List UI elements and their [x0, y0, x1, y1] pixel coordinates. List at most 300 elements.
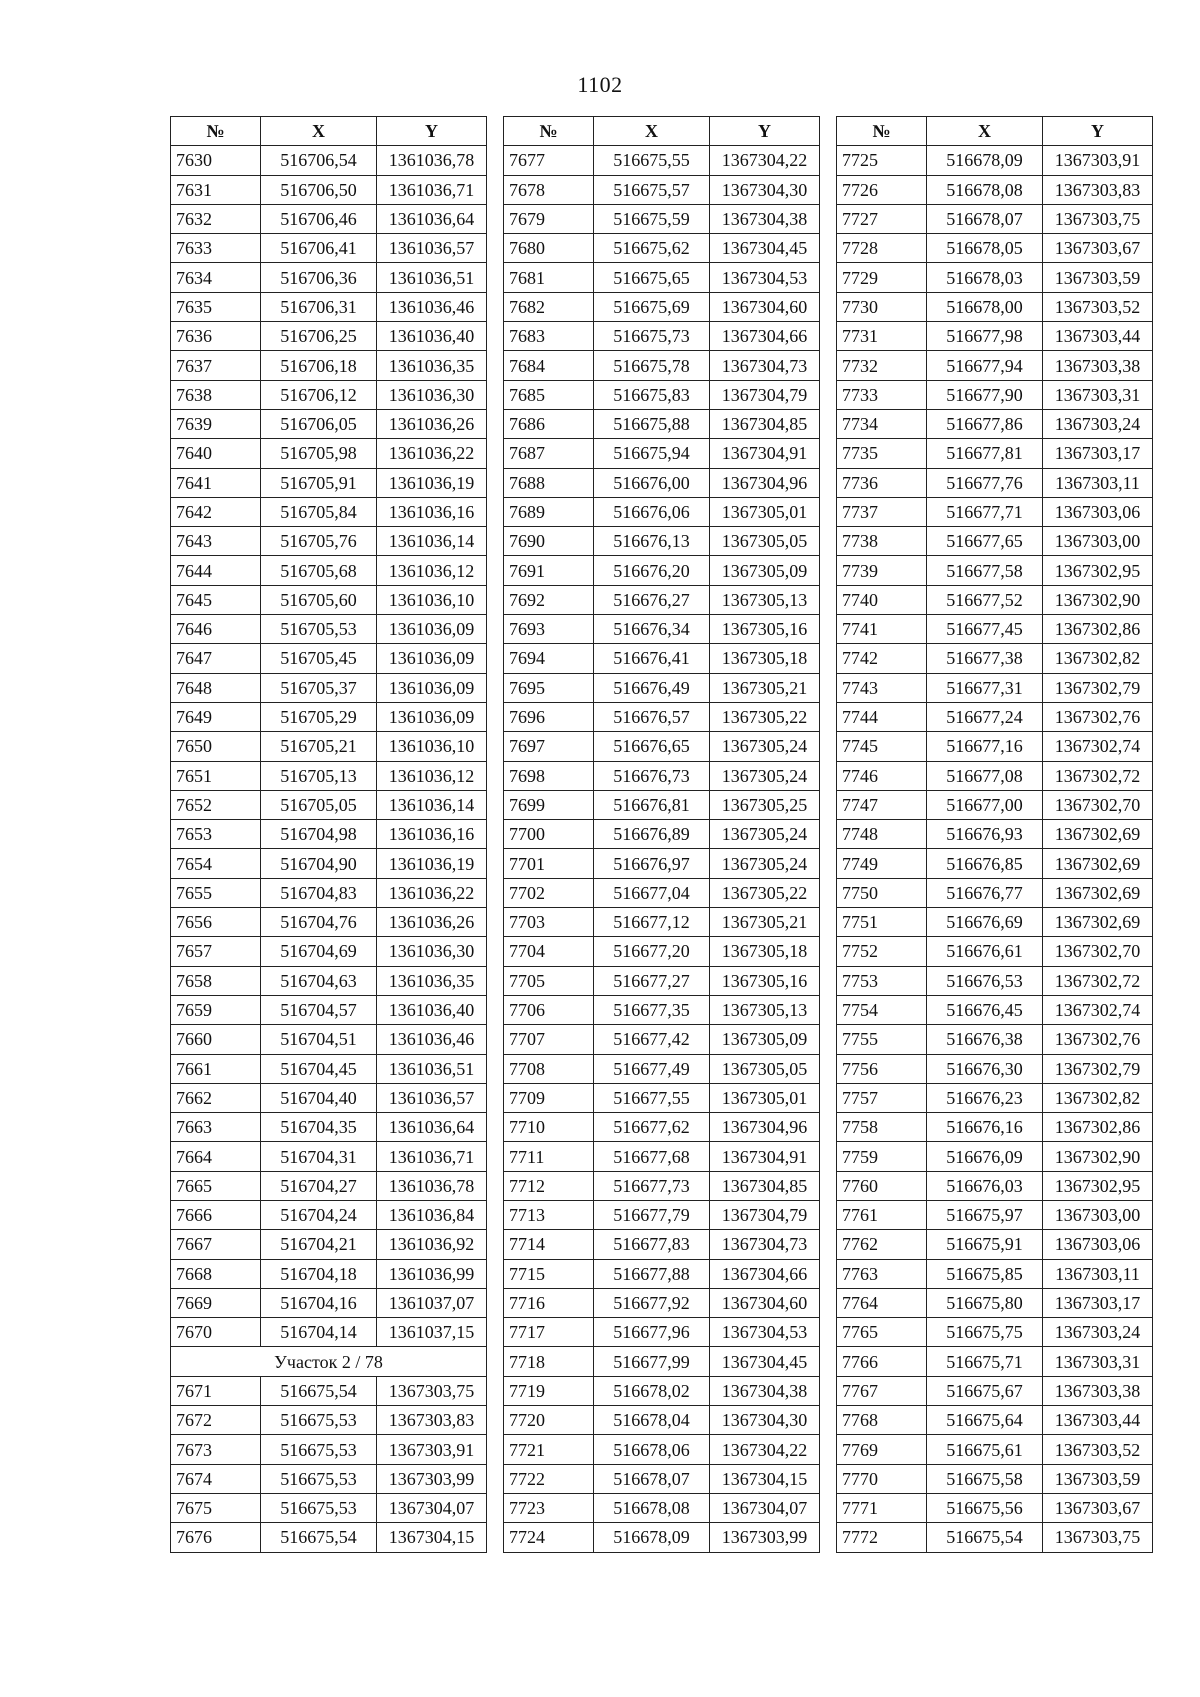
table-row	[171, 1464, 487, 1493]
table-row	[837, 322, 1153, 351]
x-coordinate-cell: 516678,02	[594, 1376, 710, 1405]
table-row	[171, 1259, 487, 1288]
y-coordinate-cell: 1367304,73	[710, 351, 820, 380]
y-coordinate-cell: 1361036,16	[377, 497, 487, 526]
y-coordinate-cell: 1361036,14	[377, 527, 487, 556]
table-row	[837, 175, 1153, 204]
table-row	[837, 820, 1153, 849]
point-number-cell: 7742	[837, 644, 927, 673]
y-coordinate-cell: 1367304,30	[710, 1406, 820, 1435]
point-number-cell: 7771	[837, 1493, 927, 1522]
point-number-cell: 7652	[171, 790, 261, 819]
table-row	[837, 761, 1153, 790]
y-coordinate-cell: 1367302,82	[1043, 644, 1153, 673]
y-coordinate-cell: 1367303,38	[1043, 351, 1153, 380]
y-coordinate-cell: 1367305,24	[710, 761, 820, 790]
x-coordinate-cell: 516704,51	[261, 1025, 377, 1054]
point-number-cell: 7677	[504, 146, 594, 175]
y-coordinate-cell: 1367303,99	[710, 1523, 820, 1552]
point-number-cell: 7736	[837, 468, 927, 497]
y-coordinate-cell: 1367303,00	[1043, 527, 1153, 556]
point-number-cell: 7746	[837, 761, 927, 790]
x-coordinate-cell: 516704,18	[261, 1259, 377, 1288]
table-header-row	[837, 117, 1153, 146]
point-number-cell: 7676	[171, 1523, 261, 1552]
table-row	[504, 644, 820, 673]
table-row	[837, 1493, 1153, 1522]
table-row	[504, 1230, 820, 1259]
x-coordinate-cell: 516676,41	[594, 644, 710, 673]
table-row	[504, 966, 820, 995]
table-row	[837, 409, 1153, 438]
table-row	[837, 1288, 1153, 1317]
point-number-cell: 7655	[171, 878, 261, 907]
x-coordinate-cell: 516675,64	[927, 1406, 1043, 1435]
y-coordinate-cell: 1361036,14	[377, 790, 487, 819]
x-coordinate-cell: 516706,12	[261, 380, 377, 409]
table-row	[171, 761, 487, 790]
table-row	[171, 1406, 487, 1435]
y-coordinate-cell: 1367303,67	[1043, 1493, 1153, 1522]
x-coordinate-cell: 516677,62	[594, 1113, 710, 1142]
table-row	[837, 1523, 1153, 1552]
point-number-cell: 7640	[171, 439, 261, 468]
table-row	[171, 204, 487, 233]
x-coordinate-cell: 516704,35	[261, 1113, 377, 1142]
y-coordinate-cell: 1361036,71	[377, 175, 487, 204]
x-coordinate-cell: 516677,98	[927, 322, 1043, 351]
y-coordinate-cell: 1367304,96	[710, 468, 820, 497]
x-coordinate-cell: 516677,65	[927, 527, 1043, 556]
point-number-cell: 7633	[171, 234, 261, 263]
x-coordinate-cell: 516675,67	[927, 1376, 1043, 1405]
y-coordinate-cell: 1367303,38	[1043, 1376, 1153, 1405]
table-row	[837, 1435, 1153, 1464]
table-row	[504, 351, 820, 380]
point-number-cell: 7756	[837, 1054, 927, 1083]
y-coordinate-cell: 1367304,91	[710, 439, 820, 468]
table-row	[171, 1230, 487, 1259]
table-row	[171, 702, 487, 731]
table-row	[171, 1171, 487, 1200]
x-coordinate-cell: 516675,88	[594, 409, 710, 438]
table-row	[171, 380, 487, 409]
y-coordinate-cell: 1367303,11	[1043, 1259, 1153, 1288]
y-coordinate-cell: 1361036,40	[377, 995, 487, 1024]
y-coordinate-cell: 1361036,10	[377, 732, 487, 761]
table-row	[837, 644, 1153, 673]
y-coordinate-cell: 1361036,09	[377, 615, 487, 644]
x-coordinate-cell: 516676,53	[927, 966, 1043, 995]
x-coordinate-cell: 516677,08	[927, 761, 1043, 790]
y-coordinate-cell: 1367303,75	[1043, 1523, 1153, 1552]
y-coordinate-cell: 1367302,74	[1043, 732, 1153, 761]
x-coordinate-cell: 516704,21	[261, 1230, 377, 1259]
section-row	[171, 1347, 487, 1376]
column-header-y: Y	[710, 117, 820, 146]
table-row	[504, 1259, 820, 1288]
table-row	[837, 292, 1153, 321]
table-row	[171, 615, 487, 644]
y-coordinate-cell: 1367305,16	[710, 966, 820, 995]
table-row	[171, 1493, 487, 1522]
table-row	[837, 527, 1153, 556]
x-coordinate-cell: 516676,03	[927, 1171, 1043, 1200]
y-coordinate-cell: 1367304,85	[710, 1171, 820, 1200]
x-coordinate-cell: 516706,05	[261, 409, 377, 438]
y-coordinate-cell: 1361036,10	[377, 585, 487, 614]
point-number-cell: 7661	[171, 1054, 261, 1083]
table-row	[171, 175, 487, 204]
y-coordinate-cell: 1367304,66	[710, 1259, 820, 1288]
y-coordinate-cell: 1367304,22	[710, 1435, 820, 1464]
x-coordinate-cell: 516676,30	[927, 1054, 1043, 1083]
table-row	[504, 380, 820, 409]
x-coordinate-cell: 516706,31	[261, 292, 377, 321]
x-coordinate-cell: 516704,31	[261, 1142, 377, 1171]
table-row	[837, 585, 1153, 614]
table-row	[504, 468, 820, 497]
x-coordinate-cell: 516705,05	[261, 790, 377, 819]
point-number-cell: 7710	[504, 1113, 594, 1142]
y-coordinate-cell: 1367303,91	[377, 1435, 487, 1464]
x-coordinate-cell: 516676,81	[594, 790, 710, 819]
x-coordinate-cell: 516704,83	[261, 878, 377, 907]
x-coordinate-cell: 516675,75	[927, 1318, 1043, 1347]
y-coordinate-cell: 1361036,22	[377, 439, 487, 468]
y-coordinate-cell: 1367303,52	[1043, 1435, 1153, 1464]
y-coordinate-cell: 1367304,07	[710, 1493, 820, 1522]
table-row	[837, 234, 1153, 263]
point-number-cell: 7694	[504, 644, 594, 673]
x-coordinate-cell: 516677,96	[594, 1318, 710, 1347]
y-coordinate-cell: 1367305,09	[710, 556, 820, 585]
x-coordinate-cell: 516677,68	[594, 1142, 710, 1171]
point-number-cell: 7658	[171, 966, 261, 995]
point-number-cell: 7744	[837, 702, 927, 731]
table-row	[837, 878, 1153, 907]
y-coordinate-cell: 1367303,44	[1043, 322, 1153, 351]
table-row	[504, 263, 820, 292]
point-number-cell: 7667	[171, 1230, 261, 1259]
x-coordinate-cell: 516675,69	[594, 292, 710, 321]
y-coordinate-cell: 1367303,91	[1043, 146, 1153, 175]
x-coordinate-cell: 516705,21	[261, 732, 377, 761]
y-coordinate-cell: 1367304,53	[710, 1318, 820, 1347]
table-row	[837, 673, 1153, 702]
y-coordinate-cell: 1367302,70	[1043, 790, 1153, 819]
y-coordinate-cell: 1361036,51	[377, 263, 487, 292]
x-coordinate-cell: 516704,98	[261, 820, 377, 849]
point-number-cell: 7739	[837, 556, 927, 585]
table-row	[837, 1464, 1153, 1493]
x-coordinate-cell: 516676,69	[927, 908, 1043, 937]
point-number-cell: 7755	[837, 1025, 927, 1054]
x-coordinate-cell: 516677,27	[594, 966, 710, 995]
table-row	[504, 585, 820, 614]
point-number-cell: 7711	[504, 1142, 594, 1171]
x-coordinate-cell: 516705,60	[261, 585, 377, 614]
table-row	[837, 468, 1153, 497]
x-coordinate-cell: 516706,18	[261, 351, 377, 380]
point-number-cell: 7750	[837, 878, 927, 907]
table-row	[504, 1200, 820, 1229]
table-row	[171, 1200, 487, 1229]
point-number-cell: 7699	[504, 790, 594, 819]
x-coordinate-cell: 516704,63	[261, 966, 377, 995]
x-coordinate-cell: 516676,23	[927, 1083, 1043, 1112]
y-coordinate-cell: 1361036,92	[377, 1230, 487, 1259]
x-coordinate-cell: 516676,00	[594, 468, 710, 497]
x-coordinate-cell: 516675,73	[594, 322, 710, 351]
point-number-cell: 7729	[837, 263, 927, 292]
y-coordinate-cell: 1367304,60	[710, 1288, 820, 1317]
table-row	[171, 556, 487, 585]
x-coordinate-cell: 516704,69	[261, 937, 377, 966]
x-coordinate-cell: 516677,73	[594, 1171, 710, 1200]
table-row	[837, 849, 1153, 878]
table-row	[171, 322, 487, 351]
y-coordinate-cell: 1367304,22	[710, 146, 820, 175]
point-number-cell: 7656	[171, 908, 261, 937]
x-coordinate-cell: 516676,57	[594, 702, 710, 731]
x-coordinate-cell: 516676,27	[594, 585, 710, 614]
column-header-number: №	[837, 117, 927, 146]
point-number-cell: 7748	[837, 820, 927, 849]
point-number-cell: 7693	[504, 615, 594, 644]
y-coordinate-cell: 1361036,46	[377, 292, 487, 321]
point-number-cell: 7654	[171, 849, 261, 878]
y-coordinate-cell: 1367302,90	[1043, 1142, 1153, 1171]
point-number-cell: 7716	[504, 1288, 594, 1317]
x-coordinate-cell: 516704,16	[261, 1288, 377, 1317]
x-coordinate-cell: 516677,00	[927, 790, 1043, 819]
x-coordinate-cell: 516704,57	[261, 995, 377, 1024]
table-row	[504, 1523, 820, 1552]
x-coordinate-cell: 516676,38	[927, 1025, 1043, 1054]
x-coordinate-cell: 516675,71	[927, 1347, 1043, 1376]
point-number-cell: 7630	[171, 146, 261, 175]
point-number-cell: 7718	[504, 1347, 594, 1376]
x-coordinate-cell: 516675,97	[927, 1200, 1043, 1229]
table-row	[504, 1493, 820, 1522]
table-row	[171, 263, 487, 292]
point-number-cell: 7722	[504, 1464, 594, 1493]
y-coordinate-cell: 1367305,13	[710, 995, 820, 1024]
table-row	[837, 908, 1153, 937]
point-number-cell: 7712	[504, 1171, 594, 1200]
point-number-cell: 7647	[171, 644, 261, 673]
y-coordinate-cell: 1367303,83	[377, 1406, 487, 1435]
point-number-cell: 7732	[837, 351, 927, 380]
point-number-cell: 7651	[171, 761, 261, 790]
table-row	[504, 1171, 820, 1200]
x-coordinate-cell: 516705,45	[261, 644, 377, 673]
x-coordinate-cell: 516677,90	[927, 380, 1043, 409]
y-coordinate-cell: 1367302,69	[1043, 820, 1153, 849]
x-coordinate-cell: 516677,81	[927, 439, 1043, 468]
y-coordinate-cell: 1361036,19	[377, 468, 487, 497]
y-coordinate-cell: 1367302,74	[1043, 995, 1153, 1024]
x-coordinate-cell: 516676,93	[927, 820, 1043, 849]
y-coordinate-cell: 1367302,90	[1043, 585, 1153, 614]
x-coordinate-cell: 516676,61	[927, 937, 1043, 966]
y-coordinate-cell: 1367303,83	[1043, 175, 1153, 204]
y-coordinate-cell: 1361036,30	[377, 380, 487, 409]
column-header-x: X	[261, 117, 377, 146]
y-coordinate-cell: 1367303,59	[1043, 1464, 1153, 1493]
point-number-cell: 7642	[171, 497, 261, 526]
point-number-cell: 7659	[171, 995, 261, 1024]
x-coordinate-cell: 516704,45	[261, 1054, 377, 1083]
y-coordinate-cell: 1361036,26	[377, 409, 487, 438]
y-coordinate-cell: 1361036,78	[377, 1171, 487, 1200]
y-coordinate-cell: 1367303,11	[1043, 468, 1153, 497]
point-number-cell: 7668	[171, 1259, 261, 1288]
table-row	[504, 878, 820, 907]
y-coordinate-cell: 1367302,76	[1043, 1025, 1153, 1054]
y-coordinate-cell: 1367305,21	[710, 673, 820, 702]
y-coordinate-cell: 1367303,00	[1043, 1200, 1153, 1229]
x-coordinate-cell: 516675,85	[927, 1259, 1043, 1288]
point-number-cell: 7665	[171, 1171, 261, 1200]
point-number-cell: 7692	[504, 585, 594, 614]
y-coordinate-cell: 1367303,75	[1043, 204, 1153, 233]
point-number-cell: 7772	[837, 1523, 927, 1552]
table-row	[171, 468, 487, 497]
point-number-cell: 7679	[504, 204, 594, 233]
x-coordinate-cell: 516676,65	[594, 732, 710, 761]
point-number-cell: 7671	[171, 1376, 261, 1405]
x-coordinate-cell: 516677,35	[594, 995, 710, 1024]
y-coordinate-cell: 1367303,67	[1043, 234, 1153, 263]
y-coordinate-cell: 1361036,09	[377, 673, 487, 702]
x-coordinate-cell: 516704,90	[261, 849, 377, 878]
point-number-cell: 7752	[837, 937, 927, 966]
point-number-cell: 7714	[504, 1230, 594, 1259]
column-header-y: Y	[1043, 117, 1153, 146]
y-coordinate-cell: 1367304,30	[710, 175, 820, 204]
x-coordinate-cell: 516678,09	[594, 1523, 710, 1552]
x-coordinate-cell: 516676,09	[927, 1142, 1043, 1171]
x-coordinate-cell: 516676,77	[927, 878, 1043, 907]
y-coordinate-cell: 1367305,05	[710, 527, 820, 556]
table-row	[837, 937, 1153, 966]
table-row	[504, 673, 820, 702]
table-row	[171, 995, 487, 1024]
column-header-number: №	[504, 117, 594, 146]
x-coordinate-cell: 516677,52	[927, 585, 1043, 614]
point-number-cell: 7761	[837, 1200, 927, 1229]
table-row	[504, 732, 820, 761]
point-number-cell: 7754	[837, 995, 927, 1024]
y-coordinate-cell: 1361036,71	[377, 1142, 487, 1171]
y-coordinate-cell: 1361037,07	[377, 1288, 487, 1317]
point-number-cell: 7733	[837, 380, 927, 409]
y-coordinate-cell: 1367305,09	[710, 1025, 820, 1054]
point-number-cell: 7645	[171, 585, 261, 614]
table-row	[171, 1376, 487, 1405]
x-coordinate-cell: 516675,53	[261, 1493, 377, 1522]
x-coordinate-cell: 516675,65	[594, 263, 710, 292]
x-coordinate-cell: 516704,76	[261, 908, 377, 937]
point-number-cell: 7728	[837, 234, 927, 263]
x-coordinate-cell: 516677,86	[927, 409, 1043, 438]
table-row	[504, 1347, 820, 1376]
table-row	[171, 878, 487, 907]
column-header-x: X	[594, 117, 710, 146]
x-coordinate-cell: 516706,50	[261, 175, 377, 204]
table-row	[504, 1435, 820, 1464]
table-row	[837, 1171, 1153, 1200]
x-coordinate-cell: 516677,99	[594, 1347, 710, 1376]
point-number-cell: 7636	[171, 322, 261, 351]
y-coordinate-cell: 1361036,64	[377, 204, 487, 233]
point-number-cell: 7690	[504, 527, 594, 556]
point-number-cell: 7751	[837, 908, 927, 937]
y-coordinate-cell: 1367303,31	[1043, 380, 1153, 409]
y-coordinate-cell: 1361036,84	[377, 1200, 487, 1229]
y-coordinate-cell: 1361036,12	[377, 556, 487, 585]
point-number-cell: 7685	[504, 380, 594, 409]
point-number-cell: 7762	[837, 1230, 927, 1259]
point-number-cell: 7760	[837, 1171, 927, 1200]
table-row	[171, 1435, 487, 1464]
table-row	[171, 820, 487, 849]
x-coordinate-cell: 516677,92	[594, 1288, 710, 1317]
x-coordinate-cell: 516675,53	[261, 1435, 377, 1464]
x-coordinate-cell: 516678,09	[927, 146, 1043, 175]
x-coordinate-cell: 516675,54	[927, 1523, 1043, 1552]
table-row	[171, 527, 487, 556]
point-number-cell: 7757	[837, 1083, 927, 1112]
x-coordinate-cell: 516677,24	[927, 702, 1043, 731]
point-number-cell: 7653	[171, 820, 261, 849]
x-coordinate-cell: 516677,31	[927, 673, 1043, 702]
point-number-cell: 7681	[504, 263, 594, 292]
y-coordinate-cell: 1361036,35	[377, 966, 487, 995]
table-row	[171, 732, 487, 761]
x-coordinate-cell: 516677,83	[594, 1230, 710, 1259]
x-coordinate-cell: 516676,06	[594, 497, 710, 526]
y-coordinate-cell: 1367302,72	[1043, 761, 1153, 790]
table-row	[171, 908, 487, 937]
y-coordinate-cell: 1367303,44	[1043, 1406, 1153, 1435]
table-row	[504, 439, 820, 468]
table-row	[837, 732, 1153, 761]
point-number-cell: 7631	[171, 175, 261, 204]
x-coordinate-cell: 516705,13	[261, 761, 377, 790]
point-number-cell: 7763	[837, 1259, 927, 1288]
table-row	[504, 1083, 820, 1112]
x-coordinate-cell: 516678,03	[927, 263, 1043, 292]
x-coordinate-cell: 516706,54	[261, 146, 377, 175]
x-coordinate-cell: 516675,83	[594, 380, 710, 409]
y-coordinate-cell: 1367302,86	[1043, 615, 1153, 644]
table-row	[504, 497, 820, 526]
table-row	[837, 1054, 1153, 1083]
point-number-cell: 7684	[504, 351, 594, 380]
point-number-cell: 7707	[504, 1025, 594, 1054]
x-coordinate-cell: 516677,49	[594, 1054, 710, 1083]
x-coordinate-cell: 516677,55	[594, 1083, 710, 1112]
point-number-cell: 7638	[171, 380, 261, 409]
y-coordinate-cell: 1367304,15	[710, 1464, 820, 1493]
y-coordinate-cell: 1361036,16	[377, 820, 487, 849]
y-coordinate-cell: 1367302,70	[1043, 937, 1153, 966]
table-row	[837, 702, 1153, 731]
table-row	[171, 1288, 487, 1317]
